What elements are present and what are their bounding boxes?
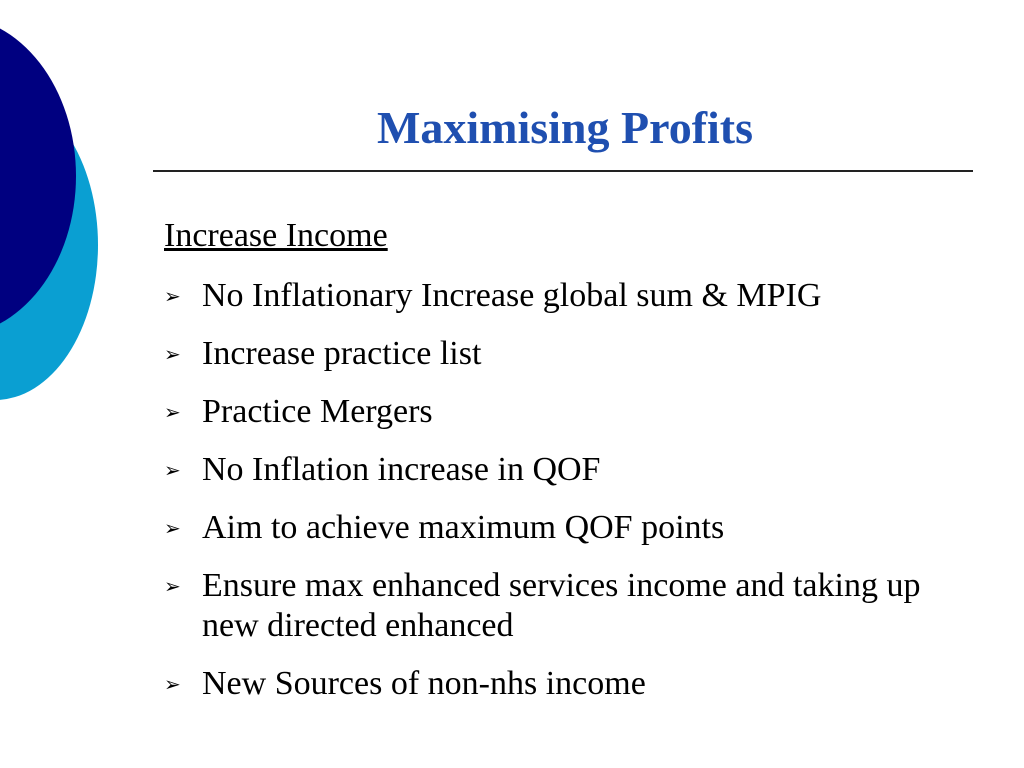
bullet-text: No Inflationary Increase global sum & MPIG <box>202 277 822 314</box>
bullet-item <box>164 392 984 432</box>
chevron-right-icon: ➢ <box>164 516 181 540</box>
bullet-item <box>164 508 984 548</box>
subheading: Increase Income <box>164 217 388 254</box>
chevron-right-icon: ➢ <box>164 458 181 482</box>
title-divider <box>153 170 973 172</box>
chevron-right-icon: ➢ <box>164 284 181 308</box>
slide-title: Maximising Profits <box>376 102 754 153</box>
bullet-item <box>164 664 984 704</box>
chevron-right-icon: ➢ <box>164 574 181 598</box>
bullet-text: Ensure max enhanced services income and taking up new directed enhanced <box>202 567 921 644</box>
chevron-right-icon: ➢ <box>164 342 181 366</box>
bullet-text: Practice Mergers <box>202 393 433 430</box>
bullet-item <box>164 566 984 646</box>
chevron-right-icon: ➢ <box>164 672 181 696</box>
bullet-item <box>164 334 984 374</box>
bullet-text: Increase practice list <box>202 335 482 372</box>
bullet-text: New Sources of non-nhs income <box>202 665 646 702</box>
bullet-list <box>164 276 984 704</box>
slide-content <box>164 216 984 722</box>
bullet-item <box>164 276 984 316</box>
bullet-text: No Inflation increase in QOF <box>202 451 601 488</box>
bullet-item <box>164 450 984 490</box>
chevron-right-icon: ➢ <box>164 400 181 424</box>
bullet-text: Aim to achieve maximum QOF points <box>202 509 725 546</box>
